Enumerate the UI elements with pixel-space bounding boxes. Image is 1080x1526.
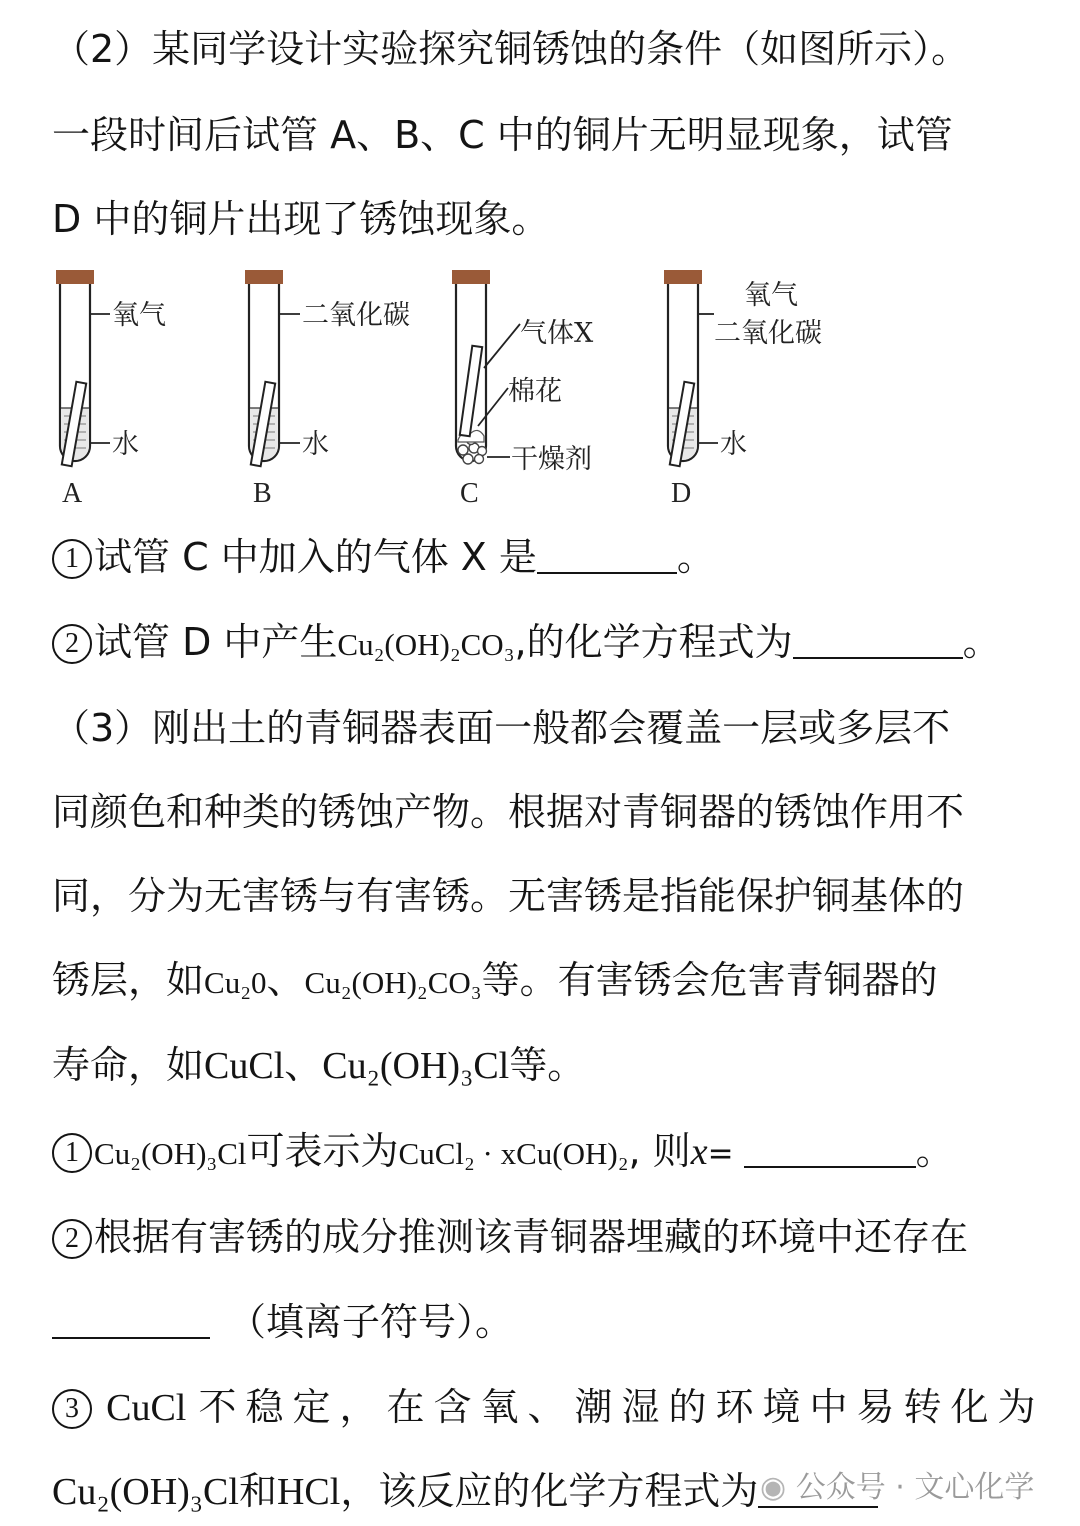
- tube-b-label: B: [253, 478, 272, 509]
- watermark-text: 公众号 · 文心化学: [795, 1470, 1035, 1505]
- formula: CuCl₂ · xCu(OH)₂: [398, 1136, 629, 1171]
- watermark: [760, 1462, 1034, 1506]
- tube-a: [56, 270, 166, 509]
- formula-basic-copper-carbonate: Cu₂(OH)₂CO₃: [304, 965, 482, 1000]
- tube-c: [452, 270, 594, 509]
- part3-question-2-line2: [52, 1297, 513, 1347]
- part2-intro-line2: 一段时间后试管 A、B、C 中的铜片无明显现象，试管: [52, 113, 953, 157]
- question-text: 试管 C 中加入的气体 X 是: [94, 535, 537, 579]
- question-number: 1: [52, 539, 92, 579]
- tube-d: [664, 270, 822, 509]
- tube-b-water-label: 水: [302, 429, 329, 460]
- tube-a-label: A: [62, 478, 83, 509]
- tube-b: [245, 270, 410, 509]
- question-text: 不稳定，在含氧、潮湿的环境中易转化为: [198, 1385, 1045, 1429]
- formula: Cu₂(OH)₂CO₃: [337, 627, 515, 662]
- period: 。: [962, 620, 1001, 664]
- tube-b-stopper: [245, 270, 283, 284]
- question-number: 2: [52, 624, 92, 664]
- answer-blank[interactable]: [793, 623, 963, 659]
- part2-intro-line1: （2）某同学设计实验探究铜锈蚀的条件（如图所示）。: [52, 27, 970, 71]
- wechat-icon: ◉: [760, 1470, 787, 1505]
- part3-paragraph-line4: [52, 955, 938, 1008]
- answer-blank[interactable]: [744, 1132, 916, 1168]
- part2-intro-line3: D 中的铜片出现了锈蚀现象。: [52, 197, 550, 241]
- text: , 则: [628, 1129, 691, 1173]
- text: 可表示为: [246, 1129, 399, 1173]
- formula-cu2oh3cl: Cu₂(OH)₃Cl: [52, 1471, 239, 1513]
- tube-d-co2-label: 二氧化碳: [714, 318, 822, 349]
- test-tube-diagram: [0, 258, 880, 518]
- question-number: 3: [52, 1389, 92, 1429]
- question-text: 根据有害锈的成分推测该青铜器埋藏的环境中还存在: [94, 1215, 969, 1259]
- text: 等。有害锈会危害青铜器的: [481, 958, 938, 1002]
- formula-cucl: CuCl: [204, 1045, 285, 1087]
- variable-x: x: [690, 1131, 708, 1173]
- question-text: 试管 D 中产生: [94, 620, 338, 664]
- part3-paragraph-line3: 同，分为无害锈与有害锈。无害锈是指能保护铜基体的: [52, 874, 965, 918]
- text: 锈层，如: [52, 958, 205, 1002]
- text: 和: [238, 1469, 277, 1513]
- formula: Cu₂(OH)₃Cl: [94, 1136, 247, 1171]
- tube-d-water-label: 水: [720, 429, 747, 460]
- tube-d-stopper: [664, 270, 702, 284]
- part3-question-1: [52, 1126, 954, 1179]
- answer-blank[interactable]: [52, 1303, 210, 1339]
- formula-hcl: HCl: [276, 1471, 341, 1513]
- tube-c-label: C: [460, 478, 479, 509]
- tube-c-desiccant-label: 干燥剂: [511, 444, 592, 475]
- text: 等。: [509, 1043, 586, 1087]
- period: 。: [915, 1129, 954, 1173]
- part2-question-1: [52, 532, 715, 582]
- question-text-post: ,的化学方程式为: [514, 620, 793, 664]
- tube-c-gas-x-label: 气体X: [520, 318, 594, 349]
- separator: 、: [266, 958, 305, 1002]
- part3-paragraph-line1: （3）刚出土的青铜器表面一般都会覆盖一层或多层不: [52, 706, 951, 750]
- tube-c-stopper: [452, 270, 490, 284]
- tube-a-stopper: [56, 270, 94, 284]
- tube-d-oxygen-label: 氧气: [744, 280, 798, 311]
- formula-cucl: CuCl: [106, 1387, 187, 1429]
- question-number: 1: [52, 1133, 92, 1173]
- question-text: （填离子符号）。: [228, 1300, 514, 1344]
- period: 。: [676, 535, 715, 579]
- part2-question-2: [52, 617, 1001, 670]
- equals-sign: =: [707, 1136, 734, 1172]
- text: 寿命，如: [52, 1043, 205, 1087]
- tube-d-label: D: [671, 478, 692, 509]
- formula-cu2oh3cl: Cu₂(OH)₃Cl: [322, 1045, 510, 1087]
- part3-paragraph-line2: 同颜色和种类的锈蚀产物。根据对青铜器的锈蚀作用不: [52, 790, 965, 834]
- tube-c-cotton-label: 棉花: [508, 376, 562, 407]
- question-number: 2: [52, 1219, 92, 1259]
- separator: 、: [284, 1043, 323, 1087]
- part3-question-2-line1: [52, 1212, 968, 1262]
- answer-blank[interactable]: [537, 538, 677, 574]
- part3-paragraph-line5: [52, 1040, 585, 1091]
- tube-b-co2-label: 二氧化碳: [302, 300, 410, 331]
- tube-c-copper-strip: [460, 346, 482, 437]
- part3-question-3-line2: [52, 1466, 878, 1517]
- question-text: ，该反应的化学方程式为: [340, 1469, 759, 1513]
- tube-a-water-label: 水: [112, 429, 139, 460]
- tube-a-oxygen-label: 氧气: [112, 300, 166, 331]
- formula-cu2o: Cu₂0: [204, 965, 267, 1000]
- part3-question-3-line1: [52, 1382, 1044, 1433]
